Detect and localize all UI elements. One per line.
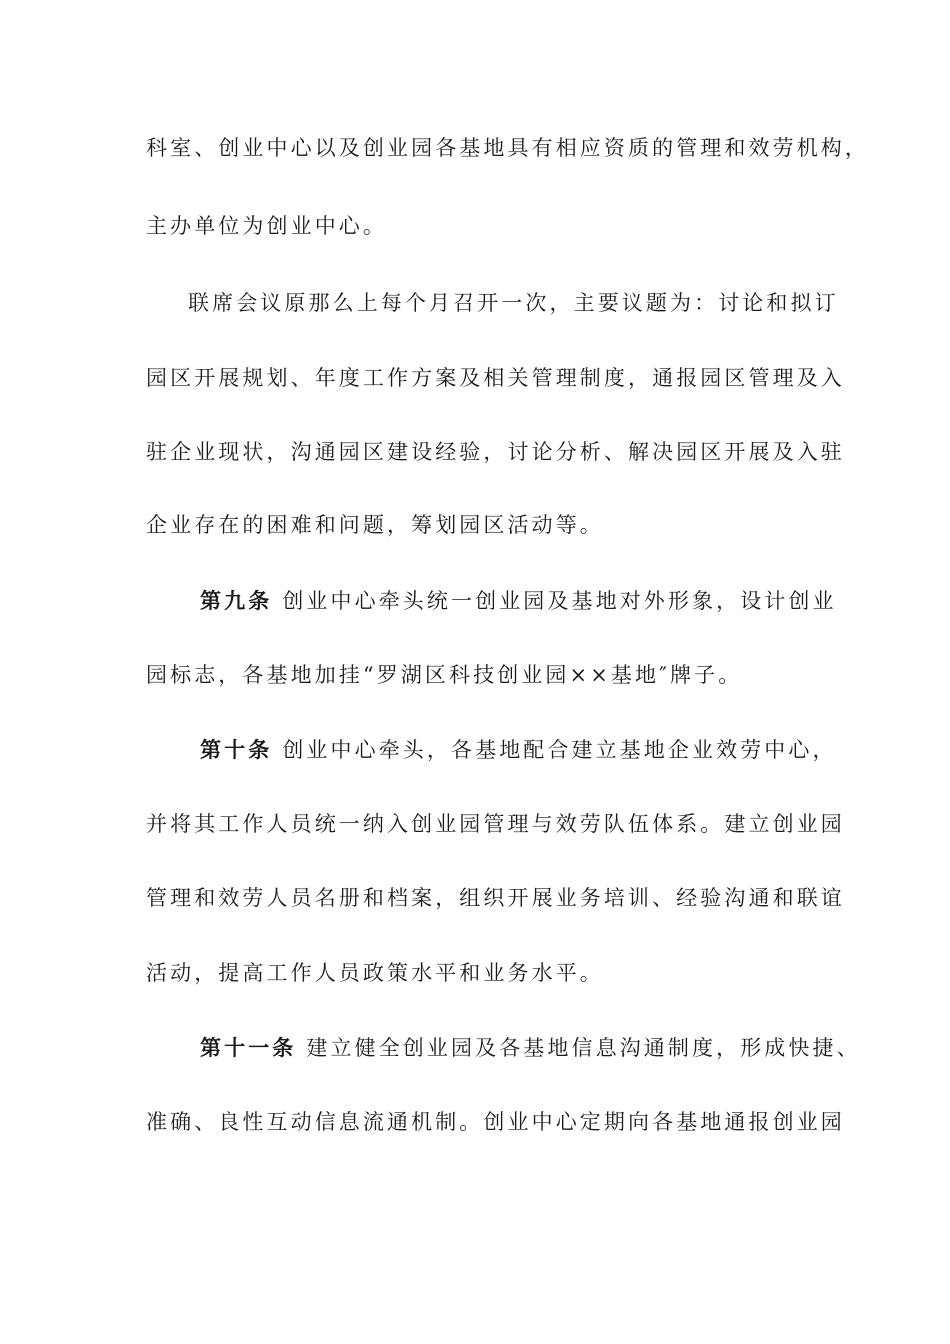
text-line: 园标志，各基地加挂“罗湖区科技创业园××基地″牌子。 [146, 663, 743, 687]
text-line: 驻企业现状，沟通园区建设经验，讨论分析、解决园区开展及入驻 [146, 440, 845, 464]
article-11-heading: 第十一条 [200, 1035, 297, 1060]
text-line: 准确、良性互动信息流通机制。创业中心定期向各基地通报创业园 [146, 1110, 845, 1134]
article-9-text: 创业中心牵头统一创业园及基地对外形象，设计创业 [282, 589, 837, 613]
article-11-first-line [200, 1033, 861, 1063]
text-line: 企业存在的困难和问题，筹划园区活动等。 [146, 513, 604, 537]
text-line: 园区开展规划、年度工作方案及相关管理制度，通报园区管理及入 [146, 366, 845, 390]
article-10-first-line [200, 735, 837, 765]
text-line: 主办单位为创业中心。 [146, 214, 387, 238]
article-9-first-line [200, 586, 837, 616]
paragraph-first-line: 联席会议原那么上每个月召开一次，主要议题为：讨论和拟订 [188, 291, 839, 315]
article-10-text: 创业中心牵头，各基地配合建立基地企业效劳中心， [282, 738, 837, 762]
text-line: 管理和效劳人员名册和档案，组织开展业务培训、经验沟通和联谊 [146, 886, 845, 910]
article-10-heading: 第十条 [200, 737, 273, 762]
text-line: 并将其工作人员统一纳入创业园管理与效劳队伍体系。建立创业园 [146, 812, 845, 836]
text-line: 科室、创业中心以及创业园各基地具有相应资质的管理和效劳机构， [146, 136, 869, 160]
article-11-text: 建立健全创业园及各基地信息沟通制度，形成快捷、 [306, 1036, 861, 1060]
text-line: 活动，提高工作人员政策水平和业务水平。 [146, 961, 604, 985]
article-9-heading: 第九条 [200, 588, 273, 613]
